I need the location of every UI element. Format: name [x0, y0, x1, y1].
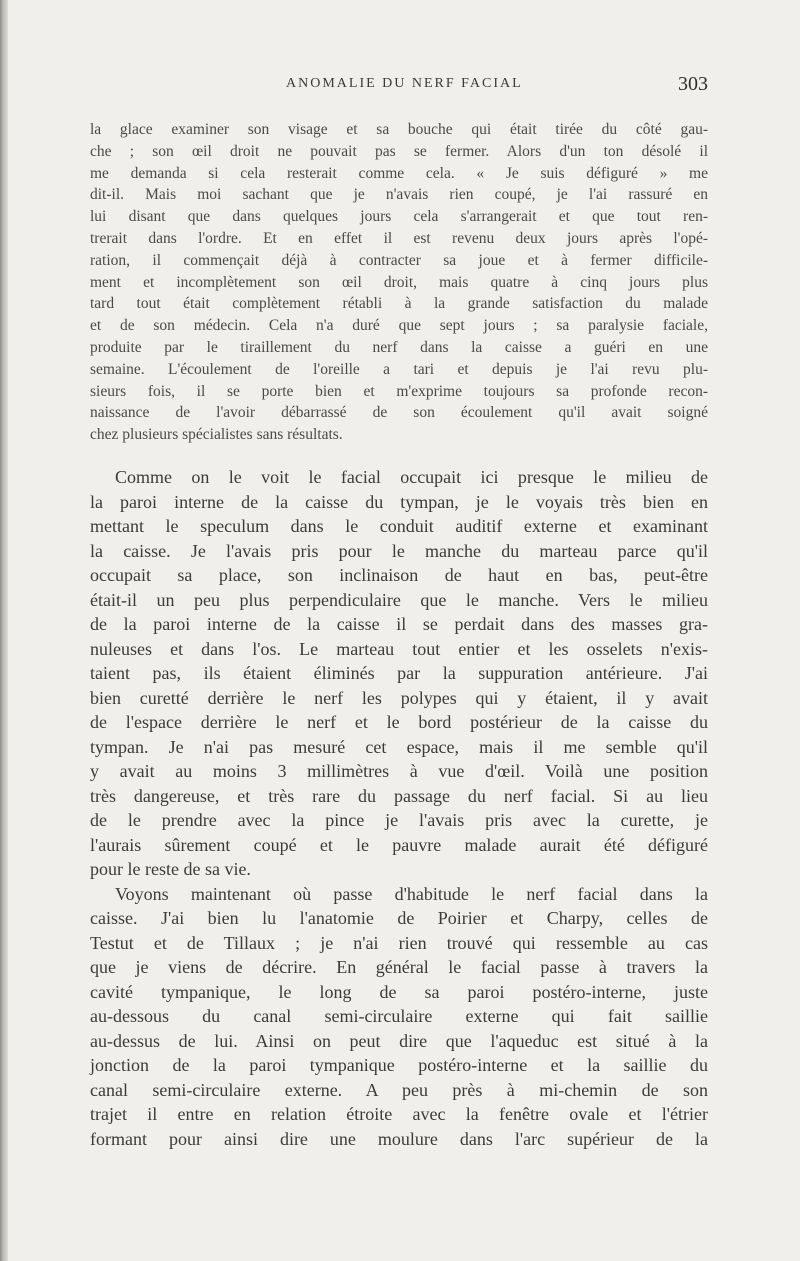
text-line: au-dessus de lui. Ainsi on peut dire que l'aqueduc est situé à la [90, 1030, 708, 1051]
text-line: la glace examiner son visage et sa bouche qui était tirée du côté gau- [90, 121, 708, 138]
text-line: cavité tympanique, le long de sa paroi postéro-interne, juste [90, 981, 708, 1002]
text-line: jonction de la paroi tympanique postéro-interne et la saillie du [90, 1055, 708, 1075]
text-line: Comme on le voit le facial occupait ici presque le milieu de [115, 467, 708, 487]
text-line: la caisse. Je l'avais pris pour le manche du marteau parce qu'il [90, 540, 708, 561]
main-text-block [90, 465, 708, 1151]
text-line: trerait dans l'ordre. Et en effet il est revenu deux jours après l'opé- [90, 229, 708, 247]
paragraph-anatomy [90, 882, 708, 1152]
text-line: était-il un peu plus perpendiculaire que le manche. Vers le milieu [90, 589, 708, 610]
text-line: formant pour ainsi dire une moulure dans l'arc supérieur de la [90, 1128, 708, 1149]
text-line: tard tout était complètement rétabli à la grande satisfaction du malade [90, 295, 708, 313]
text-line: sieurs fois, il se porte bien et m'exprime toujours sa profonde recon- [90, 382, 708, 400]
text-line: au-dessous du canal semi-circulaire externe qui fait saillie [90, 1006, 708, 1026]
running-head [90, 72, 708, 104]
text-line: produite par le tiraillement du nerf dans la caisse a guéri en une [90, 338, 708, 356]
page-number: 303 [678, 73, 708, 95]
text-line: che ; son œil droit ne pouvait pas se fermer. Alors d'un ton désolé il [90, 142, 708, 160]
text-line: de la paroi interne de la caisse il se perdait dans des masses gra- [90, 614, 708, 634]
text-line: caisse. J'ai bien lu l'anatomie de Poirier et Charpy, celles de [90, 908, 708, 928]
text-line: chez plusieurs spécialistes sans résultats. [90, 426, 343, 444]
text-line: naissance de l'avoir débarrassé de son écoulement qu'il avait soigné [90, 404, 708, 422]
text-line: bien curetté derrière le nerf les polypes qui y étaient, il y avait [90, 687, 708, 708]
text-line: ment et incomplètement son œil droit, mais quatre à cinq jours plus [90, 273, 708, 291]
text-line: dit-il. Mais moi sachant que je n'avais rien coupé, je l'ai rassuré en [90, 186, 708, 204]
text-line: me demanda si cela resterait comme cela. « Je suis défiguré » me [90, 164, 708, 182]
text-line: Voyons maintenant où passe d'habitude le nerf facial dans la [115, 883, 708, 904]
text-line: y avait au moins 3 millimètres à vue d'œil. Voilà une position [90, 761, 708, 781]
text-line: semaine. L'écoulement de l'oreille a tari et depuis je l'ai revu plu- [90, 360, 708, 378]
text-line: mettant le speculum dans le conduit auditif externe et examinant [90, 516, 708, 536]
text-line: ration, il commençait déjà à contracter sa joue et à fermer difficile- [90, 251, 708, 269]
text-line: nuleuses et dans l'os. Le marteau tout entier et les osselets n'exis- [90, 638, 708, 659]
text-line: occupait sa place, son inclinaison de haut en bas, peut-être [90, 565, 708, 585]
paragraph-facial-position [90, 465, 708, 882]
text-line: canal semi-circulaire externe. A peu près à mi-chemin de son [90, 1079, 708, 1100]
text-line: de le prendre avec la pince je l'avais pris avec la curette, je [90, 810, 708, 830]
text-line: de l'espace derrière le nerf et le bord postérieur de la caisse du [90, 712, 708, 732]
text-line: lui disant que dans quelques jours cela s'arrangerait et que tout ren- [90, 208, 708, 226]
text-line: pour le reste de sa vie. [90, 859, 251, 879]
text-line: Testut et de Tillaux ; je n'ai rien trouvé qui ressemble au cas [90, 932, 708, 953]
text-line: et de son médecin. Cela n'a duré que sept jours ; sa paralysie faciale, [90, 317, 708, 335]
text-line: que je viens de décrire. En général le facial passe à travers la [90, 957, 708, 977]
running-title: ANOMALIE DU NERF FACIAL [286, 76, 523, 91]
small-print-paragraph [90, 119, 708, 446]
text-line: tympan. Je n'ai pas mesuré cet espace, mais il me semble qu'il [90, 736, 708, 757]
text-line: l'aurais sûrement coupé et le pauvre malade aurait été défiguré [90, 834, 708, 855]
text-line: la paroi interne de la caisse du tympan, je le voyais très bien en [90, 491, 708, 512]
text-line: trajet il entre en relation étroite avec la fenêtre ovale et l'étrier [90, 1104, 708, 1124]
text-line: taient pas, ils étaient éliminés par la suppuration antérieure. J'ai [90, 663, 708, 683]
page-spine-shadow [0, 0, 8, 1261]
text-line: très dangereuse, et très rare du passage du nerf facial. Si au lieu [90, 785, 708, 806]
